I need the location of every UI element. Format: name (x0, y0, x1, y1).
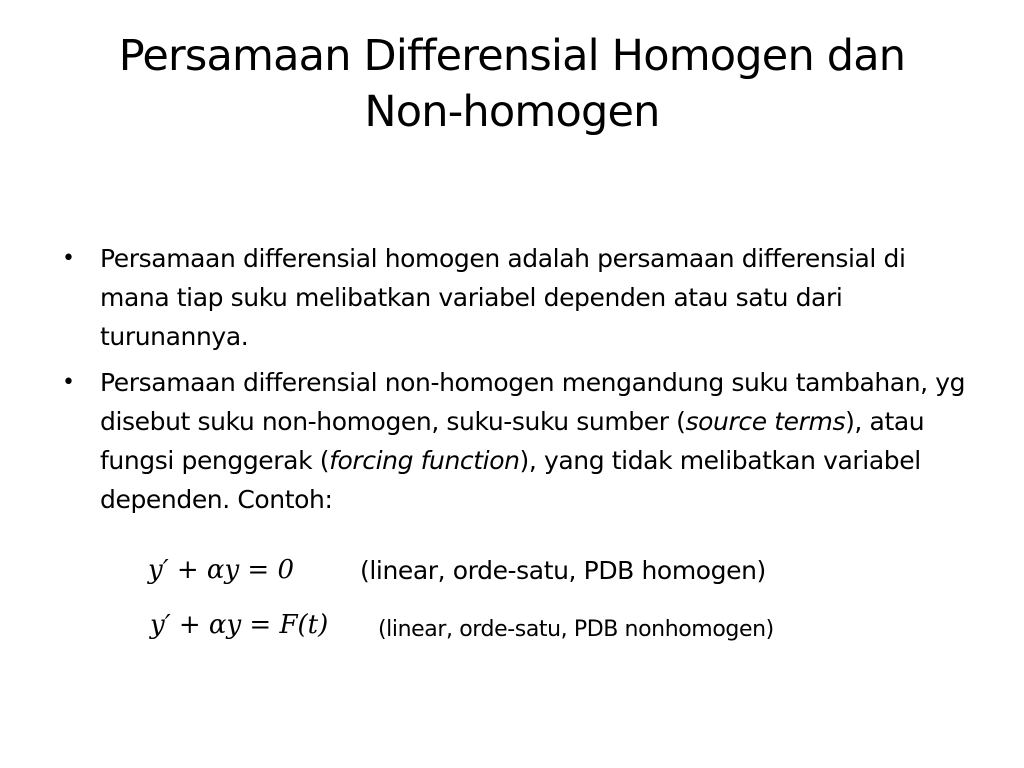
bullet-item-nonhomogen (62, 363, 972, 519)
bullet-marker: • (62, 370, 75, 395)
equation-text: y′ + αy = F(t) (150, 610, 329, 640)
equation-note-homogen: (linear, orde-satu, PDB homogen) (360, 556, 766, 585)
equation-nonhomogen (150, 610, 328, 640)
bullet-text-part-3: ), yang tidak melibatkan variabel dependen. Contoh: (100, 446, 921, 514)
title-line-2: Non-homogen (364, 87, 660, 137)
bullet-italic-source-terms: source terms (685, 407, 846, 436)
equation-text: y′ + αy = 0 (148, 555, 295, 585)
bullet-marker: • (62, 246, 75, 271)
bullet-text-part-2: ), atau fungsi penggerak ( (100, 407, 925, 475)
bullet-italic-forcing-function: forcing function (329, 446, 520, 475)
bullet-list (62, 239, 972, 526)
equation-homogen (148, 555, 294, 585)
bullet-text: Persamaan differensial homogen adalah persamaan differensial di mana tiap suku melibatkan variabel dependen atau satu dari turunannya. (100, 244, 906, 351)
bullet-item-homogen (62, 239, 972, 356)
slide-title (40, 28, 984, 140)
bullet-text-part-1: Persamaan differensial non-homogen mengandung suku tambahan, yg disebut suku non-homogen, suku-suku sumber ( (100, 368, 966, 436)
title-line-1: Persamaan Differensial Homogen dan (118, 31, 906, 81)
equation-note-nonhomogen: (linear, orde-satu, PDB nonhomogen) (378, 617, 774, 642)
